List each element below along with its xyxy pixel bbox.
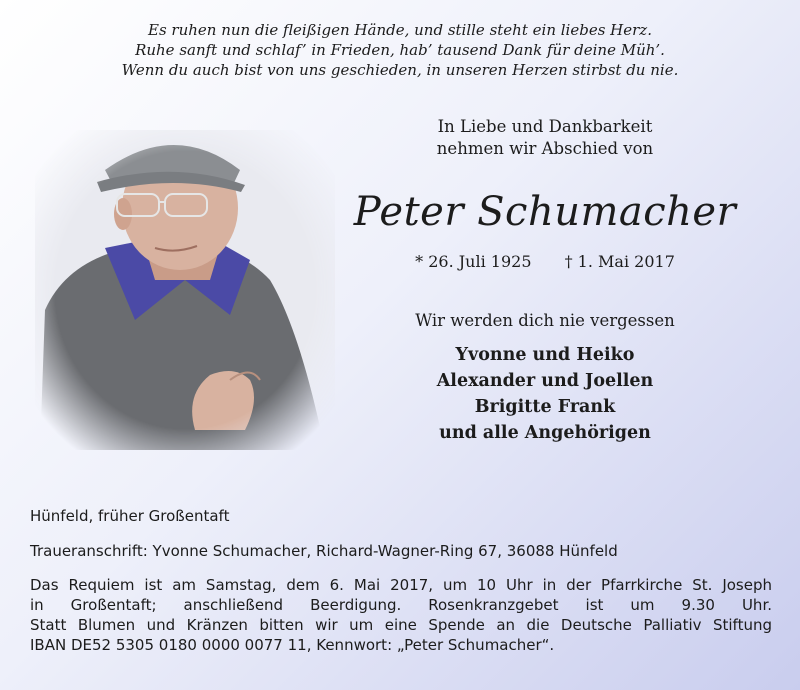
mourning-address: Traueranschrift: Yvonne Schumacher, Richard-Wagner-Ring 67, 36088 Hünfeld: [30, 542, 618, 560]
intro-line: In Liebe und Dankbarkeit: [437, 117, 653, 136]
family-list: [345, 342, 745, 446]
farewell-line: Wir werden dich nie vergessen: [415, 311, 675, 330]
requiem-notice: [30, 575, 772, 655]
requiem-line: Das Requiem ist am Samstag, dem 6. Mai 2017, um 10 Uhr in der Pfarrkirche St. Joseph: [30, 576, 772, 594]
family-member: Yvonne und Heiko: [455, 345, 635, 365]
place-of-residence: Hünfeld, früher Großentaft: [30, 507, 230, 525]
family-member: und alle Angehörigen: [439, 423, 651, 443]
poem-line: Es ruhen nun die fleißigen Hände, und stille steht ein liebes Herz.: [148, 21, 652, 39]
poem-line: Wenn du auch bist von uns geschieden, in unseren Herzen stirbst du nie.: [121, 61, 679, 79]
life-dates: [345, 251, 745, 273]
family-member: Alexander und Joellen: [436, 371, 654, 391]
requiem-line: in Großentaft; anschließend Beerdigung. Rosenkranzgebet ist um 9.30 Uhr.: [30, 596, 772, 614]
intro-text: [345, 116, 745, 160]
intro-line: nehmen wir Abschied von: [436, 139, 654, 158]
family-member: Brigitte Frank: [474, 397, 616, 417]
poem-verse: [0, 20, 800, 80]
poem-line: Ruhe sanft und schlaf’ in Frieden, hab’ tausend Dank für deine Müh’.: [135, 41, 665, 59]
deceased-name: Peter Schumacher: [353, 189, 737, 235]
birth-date: * 26. Juli 1925: [415, 252, 532, 271]
death-date: † 1. Mai 2017: [564, 252, 675, 271]
requiem-line: IBAN DE52 5305 0180 0000 0077 11, Kennwort: „Peter Schumacher“.: [30, 636, 555, 654]
portrait-photo: [35, 130, 335, 450]
requiem-line: Statt Blumen und Kränzen bitten wir um eine Spende an die Deutsche Palliativ Stiftung: [30, 616, 772, 634]
